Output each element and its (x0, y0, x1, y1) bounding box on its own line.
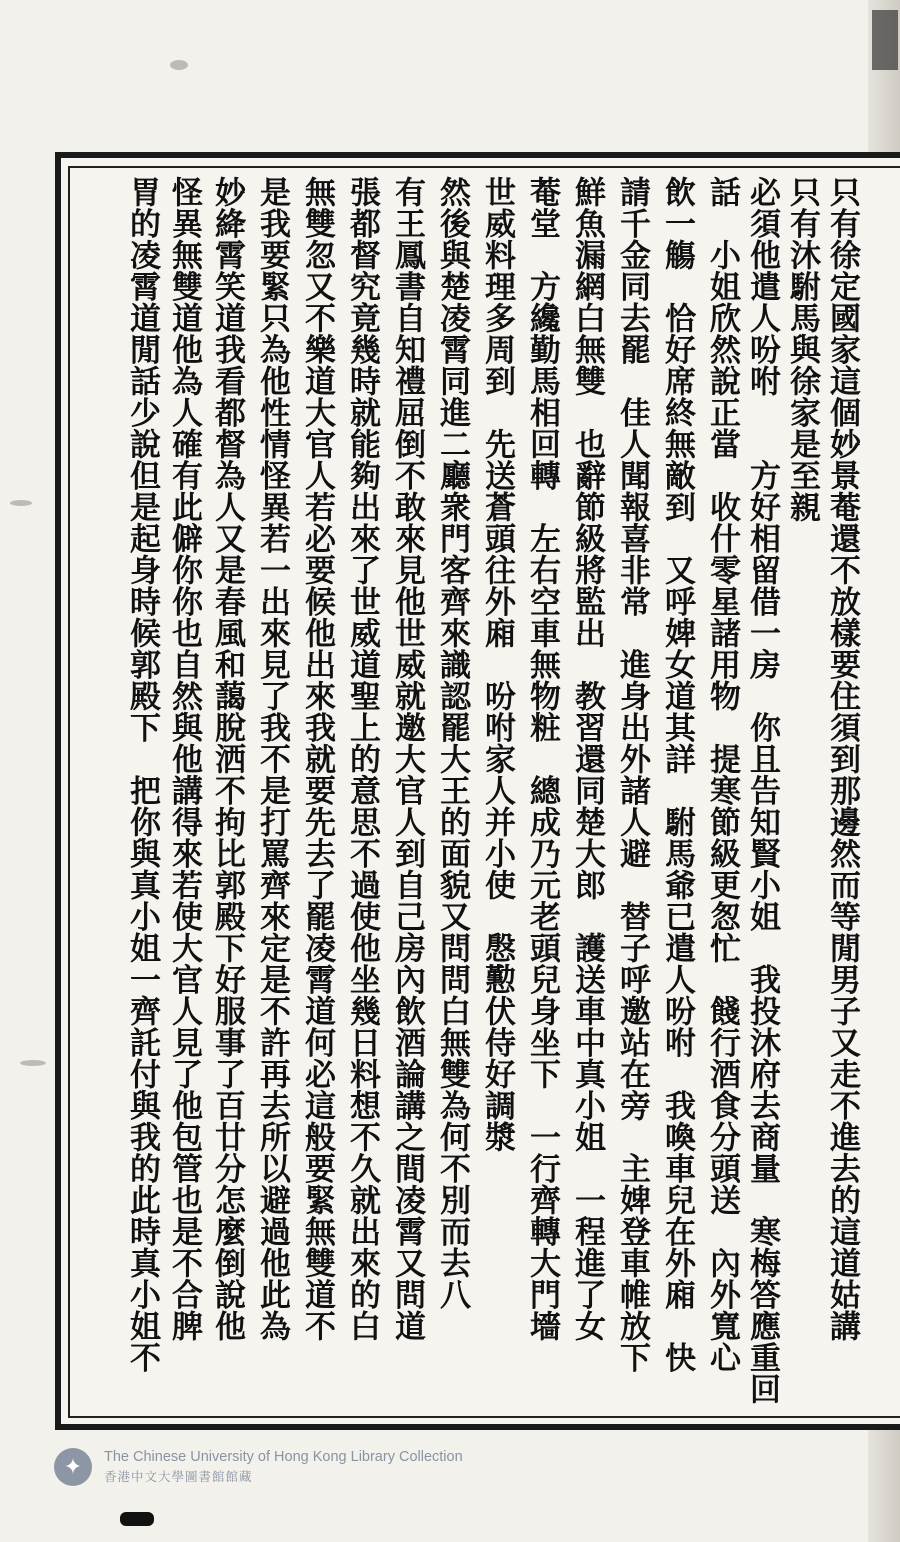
ink-speck (20, 1060, 46, 1066)
text-column-8: 菴堂 方纔勤馬相回轉 左右空車無物粧 總成乃元老頭兒身坐下 一行齊轉大門墻 (524, 176, 560, 1342)
text-column-9: 世威料理多周到 先送蒼頭往外廂 吩咐家人并小使 慇懃伏侍好調漿 (479, 176, 515, 1153)
vertical-text-block (82, 176, 862, 1416)
watermark-chinese: 香港中文大學圖書館館藏 (104, 1469, 253, 1484)
watermark-english: The Chinese University of Hong Kong Library Collection (104, 1449, 463, 1465)
bottom-ink-mark (120, 1512, 154, 1526)
text-column-2: 只有沐駙馬與徐家是至親 (784, 176, 820, 523)
text-column-16: 怪異無雙道他為人確有此僻你你也自然與他講得來若使大官人見了他包管也是不合脾 (166, 176, 202, 1342)
text-column-1: 只有徐定國家這個妙景菴還不放樣要住須到那邊然而等閒男子又走不進去的這道姑講 (824, 176, 860, 1342)
library-watermark (54, 1444, 614, 1490)
text-column-7: 鮮魚漏網白無雙 也辭節級將監出 教習還同楚大郎 護送車中真小姐 一程進了女 (569, 176, 605, 1342)
text-column-13: 無雙忽又不樂道大官人若必要候他出來我就要先去了罷凌霄道何必這般要緊無雙道不 (299, 176, 335, 1342)
cuhk-library-logo-icon: ✦ (54, 1448, 92, 1486)
ink-speck (10, 500, 32, 506)
text-column-4: 話 小姐欣然說正當 收什零星諸用物 提寒節級更怱忙 餞行酒食分頭送 內外寬心 (704, 176, 740, 1373)
text-column-3: 必須他遣人吩咐 方好相留借一房 你且告知賢小姐 我投沐府去商量 寒梅答應重回 (744, 176, 780, 1405)
text-column-12: 張都督究竟幾時就能夠出來了世威道聖上的意思不過使他坐幾日料想不久就出來的白 (344, 176, 380, 1342)
text-column-15: 妙絳霄笑道我看都督為人又是春風和藹脫洒不拘比郭殿下好服事了百廿分怎麼倒說他 (209, 176, 245, 1342)
text-column-6: 請千金同去罷 佳人聞報喜非常 進身出外諸人避 替子呼邀站在旁 主婢登車帷放下 (614, 176, 650, 1373)
text-column-11: 有王鳳書自知禮屈倒不敢來見他世威就邀大官人到自己房內飲酒論講之間凌霄又問道 (389, 176, 425, 1342)
ink-speck (170, 60, 188, 70)
text-column-14: 是我要緊只為他性情怪異若一出來見了我不是打罵齊來定是不許再去所以避過他此為 (254, 176, 290, 1342)
text-column-17: 胃的凌霄道閒話少說但是起身時候郭殿下 把你與真小姐一齊託付與我的此時真小姐不 (124, 176, 160, 1373)
text-column-10: 然後與楚凌霄同進二廳衆門客齊來識認罷大王的面貌又問問白無雙為何不別而去八 (434, 176, 470, 1310)
text-column-5: 飲一觴 恰好席終無敵到 又呼婢女道其詳 駙馬爺已遣人吩咐 我喚車兒在外廂 快 (659, 176, 695, 1373)
edge-ink-mark (872, 10, 898, 70)
